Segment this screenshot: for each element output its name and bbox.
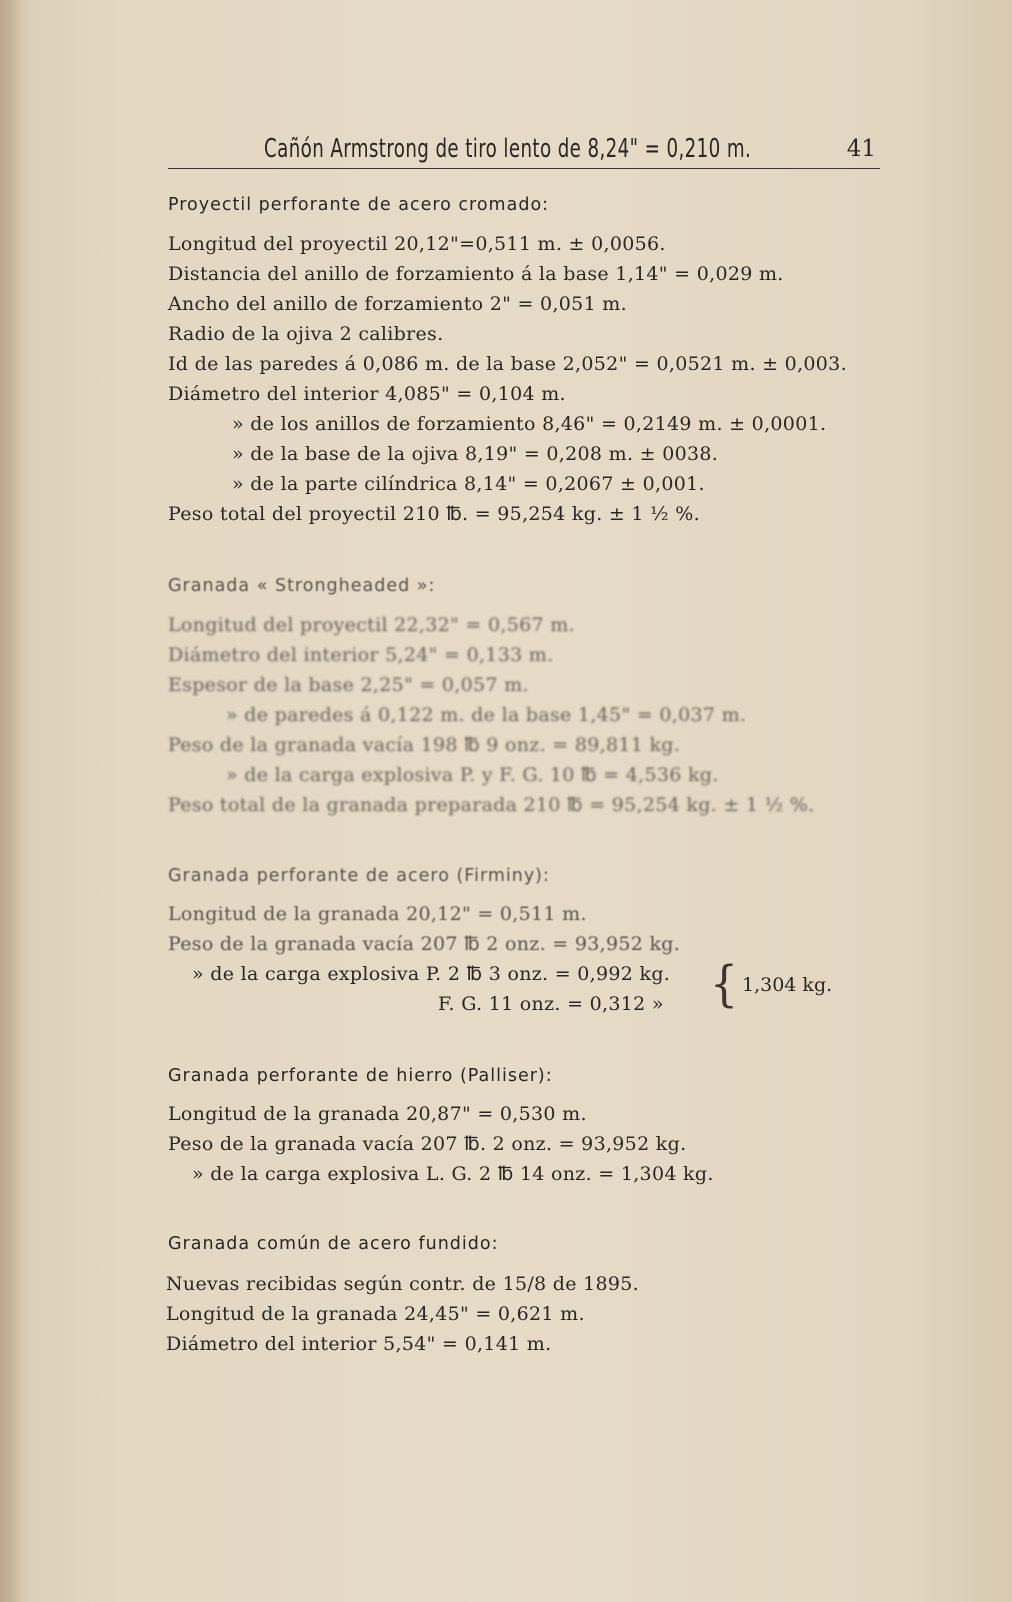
text-line: Longitud de la granada 24,45" = 0,621 m.: [166, 1303, 585, 1325]
section-title-proyectil-cromado: Proyectil perforante de acero cromado:: [168, 195, 550, 215]
text-line: » de la carga explosiva L. G. 2 ℔ 14 onz. = 1,304 kg.: [192, 1163, 714, 1185]
text-line: Longitud del proyectil 20,12"=0,511 m. ± 0,0056.: [168, 233, 666, 255]
curly-brace-icon: {: [710, 956, 738, 1013]
text-line: F. G. 11 onz. = 0,312 »: [438, 993, 664, 1015]
text-line: Peso de la granada vacía 207 ℔. 2 onz. = 93,952 kg.: [168, 1133, 687, 1155]
brace-total-value: 1,304 kg.: [742, 974, 833, 996]
text-line: Espesor de la base 2,25" = 0,057 m.: [168, 674, 529, 696]
text-line: » de la carga explosiva P. 2 ℔ 3 onz. = 0,992 kg.: [192, 963, 671, 985]
header-title: Cañón Armstrong de tiro lento de 8,24" = 0,210 m.: [264, 134, 752, 164]
text-line: Diámetro del interior 5,54" = 0,141 m.: [166, 1333, 552, 1355]
text-line: » de la carga explosiva P. y F. G. 10 ℔ = 4,536 kg.: [226, 764, 719, 786]
text-line: Peso de la granada vacía 198 ℔ 9 onz. = 89,811 kg.: [168, 734, 681, 756]
text-line: Longitud del proyectil 22,32" = 0,567 m.: [168, 614, 575, 636]
text-line: » de paredes á 0,122 m. de la base 1,45" = 0,037 m.: [226, 704, 747, 726]
page-number: 41: [846, 136, 876, 162]
page-gutter-shadow: [0, 0, 22, 1602]
text-line: » de los anillos de forzamiento 8,46" = 0,2149 m. ± 0,0001.: [232, 413, 827, 435]
section-title-strongheaded: Granada « Strongheaded »:: [168, 576, 436, 596]
text-line: Id de las paredes á 0,086 m. de la base 2,052" = 0,0521 m. ± 0,003.: [168, 353, 847, 375]
text-line: » de la parte cilíndrica 8,14" = 0,2067 ± 0,001.: [232, 473, 705, 495]
brace-total-group: [710, 956, 833, 1013]
section-title-acero-fundido: Granada común de acero fundido:: [168, 1234, 499, 1254]
section-title-palliser: Granada perforante de hierro (Palliser):: [168, 1066, 553, 1086]
text-line: » de la base de la ojiva 8,19" = 0,208 m. ± 0038.: [232, 443, 719, 465]
text-line: Peso total de la granada preparada 210 ℔ = 95,254 kg. ± 1 ½ %.: [168, 794, 815, 816]
text-line: Distancia del anillo de forzamiento á la base 1,14" = 0,029 m.: [168, 263, 784, 285]
text-line: Longitud de la granada 20,12" = 0,511 m.: [168, 903, 587, 925]
section-title-firminy: Granada perforante de acero (Firminy):: [168, 866, 550, 886]
text-line: Peso de la granada vacía 207 ℔ 2 onz. = 93,952 kg.: [168, 933, 681, 955]
text-line: Longitud de la granada 20,87" = 0,530 m.: [168, 1103, 587, 1125]
running-header: [168, 128, 880, 169]
text-line: Diámetro del interior 4,085" = 0,104 m.: [168, 383, 566, 405]
text-line: Ancho del anillo de forzamiento 2" = 0,051 m.: [168, 293, 627, 315]
text-line: Diámetro del interior 5,24" = 0,133 m.: [168, 644, 554, 666]
text-line: Peso total del proyectil 210 ℔. = 95,254 kg. ± 1 ½ %.: [168, 503, 700, 525]
text-line: Radio de la ojiva 2 calibres.: [168, 323, 444, 345]
text-line: Nuevas recibidas según contr. de 15/8 de 1895.: [166, 1273, 640, 1295]
